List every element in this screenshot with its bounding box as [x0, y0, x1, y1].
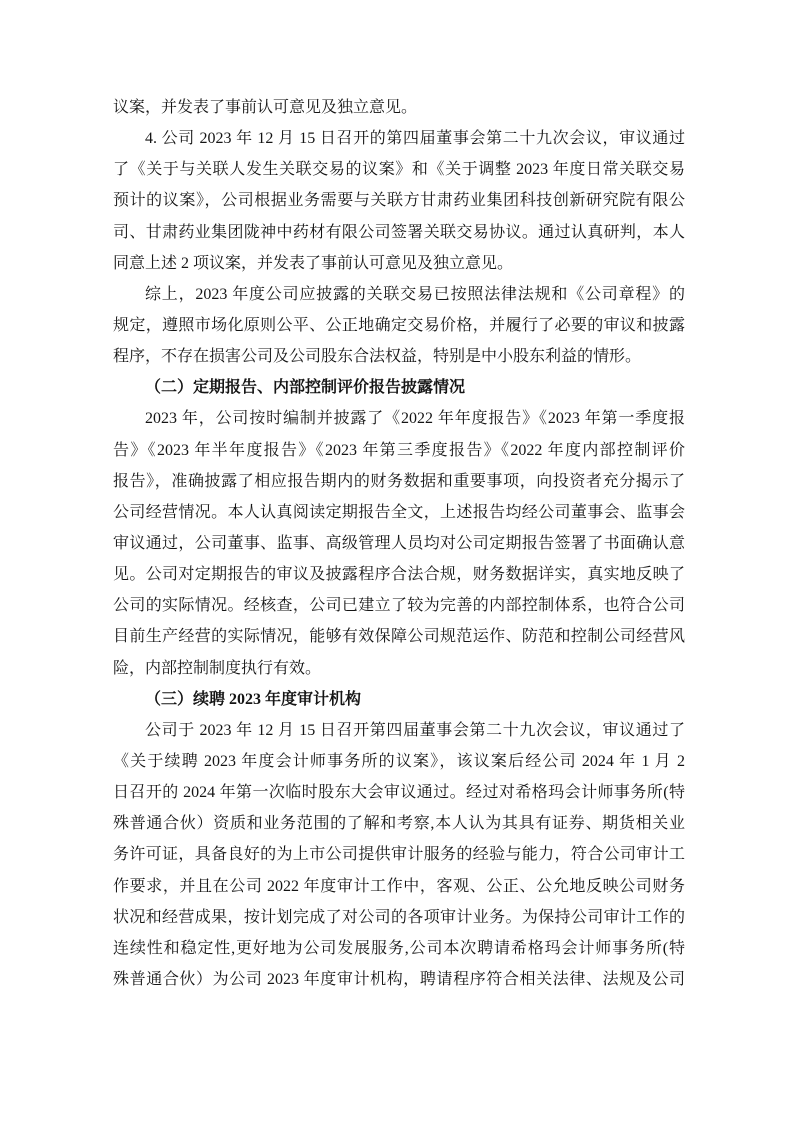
text-line: 险，内部控制制度执行有效。: [113, 659, 322, 677]
text-line: 4. 公司 2023 年 12 月 15 日召开的第四届董事会第二十九次会议，审议通过: [145, 130, 685, 148]
text-line: 审议通过，公司董事、监事、高级管理人员均对公司定期报告签署了书面确认意: [113, 534, 685, 552]
text-line: 综上，2023 年度公司应披露的关联交易已按照法律法规和《公司章程》的: [145, 285, 685, 303]
text-line: 《关于续聘 2023 年度会计师事务所的议案》，该议案后经公司 2024 年 1 月 2: [113, 752, 685, 770]
text-line: 公司的实际情况。经核查，公司已建立了较为完善的内部控制体系，也符合公司: [113, 597, 685, 615]
text-line: 公司于 2023 年 12 月 15 日召开第四届董事会第二十九次会议，审议通过了: [145, 721, 685, 739]
text-line: 目前生产经营的实际情况，能够有效保障公司规范运作、防范和控制公司经营风: [113, 628, 685, 646]
text-line: 了《关于与关联人发生关联交易的议案》和《关于调整 2023 年度日常关联交易: [113, 161, 685, 179]
text-line: 务许可证，具备良好的为上市公司提供审计服务的经验与能力，符合公司审计工: [113, 846, 685, 864]
text-line: 殊普通合伙）资质和业务范围的了解和考察,本人认为其具有证券、期货相关业: [113, 815, 685, 833]
text-line: 议案，并发表了事前认可意见及独立意见。: [113, 99, 418, 116]
text-line: 公司经营情况。本人认真阅读定期报告全文，上述报告均经公司董事会、监事会: [113, 503, 685, 521]
section-heading: （三）续聘 2023 年度审计机构: [145, 690, 362, 708]
document-body: [113, 92, 685, 995]
text-line: 报告》，准确披露了相应报告期内的财务数据和重要事项，向投资者充分揭示了: [113, 472, 685, 490]
text-line: 状况和经营成果，按计划完成了对公司的各项审计业务。为保持公司审计工作的: [113, 908, 685, 926]
text-line: 规定，遵照市场化原则公平、公正地确定交易价格，并履行了必要的审议和披露: [113, 316, 685, 334]
text-line: 作要求，并且在公司 2022 年度审计工作中，客观、公正、公允地反映公司财务: [113, 877, 685, 895]
text-line: 同意上述 2 项议案，并发表了事前认可意见及独立意见。: [113, 254, 514, 272]
section-heading: （二）定期报告、内部控制评价报告披露情况: [145, 379, 466, 397]
text-line: 殊普通合伙）为公司 2023 年度审计机构，聘请程序符合相关法律、法规及公司: [113, 970, 685, 988]
text-line: 告》《2023 年半年度报告》《2023 年第三季度报告》《2022 年度内部控制评价: [113, 441, 685, 459]
text-line: 日召开的 2024 年第一次临时股东大会审议通过。经过对希格玛会计师事务所(特: [113, 784, 685, 802]
text-line: 见。公司对定期报告的审议及披露程序合法合规，财务数据详实，真实地反映了: [113, 566, 685, 584]
text-line: 预计的议案》，公司根据业务需要与关联方甘肃药业集团科技创新研究院有限公: [113, 192, 685, 210]
text-line: 2023 年，公司按时编制并披露了《2022 年年度报告》《2023 年第一季度报: [145, 410, 685, 428]
text-line: 连续性和稳定性,更好地为公司发展服务,公司本次聘请希格玛会计师事务所(特: [113, 939, 685, 957]
text-line: 司、甘肃药业集团陇神中药材有限公司签署关联交易协议。通过认真研判，本人: [113, 223, 685, 241]
text-line: 程序，不存在损害公司及公司股东合法权益，特别是中小股东利益的情形。: [113, 348, 642, 366]
